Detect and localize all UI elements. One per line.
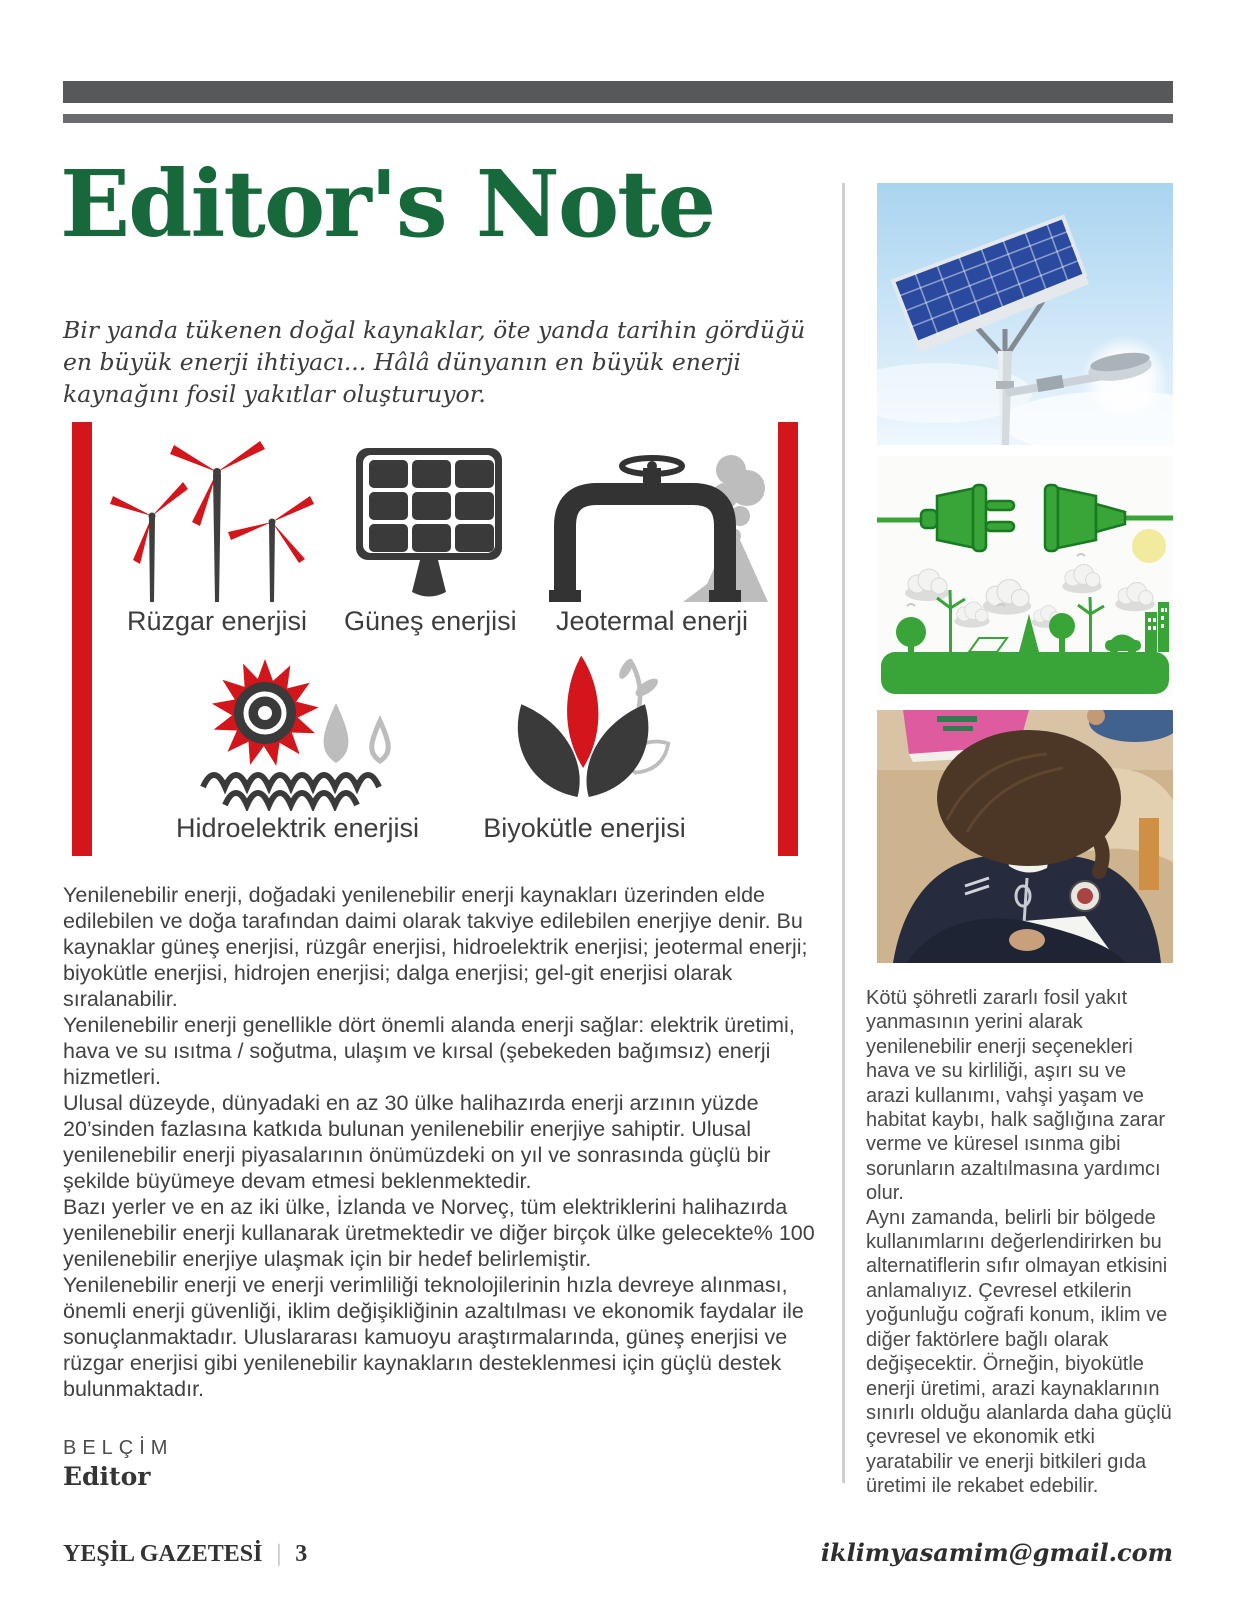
body-paragraph: Yenilenebilir enerji ve enerji verimliliği teknolojilerinin hızla devreye alınması, önemli enerji güvenliği, iklim değişikliğinin azaltılması ve ekonomik faydalar ile sonuçlanmaktadır. Uluslararası kamuoyu araştırmalarında, güneş enerjisi ve rüzgar enerjisi gibi yenilenebilir kaynakların desteklenmesi için güçlü destek bulunmaktadır.: [63, 1273, 804, 1401]
page-number: 3: [295, 1541, 308, 1567]
body-paragraph: Ulusal düzeyde, dünyadaki en az 30 ülke halihazırda enerji arzının yüzde 20’sinden fazlasına katkıda bulunan yenilenebilir enerjiye sahiptir. Ulusal yenilenebilir enerji piyasalarının önümüzdeki on yıl ve sonrasında güçlü bir şekilde büyümeye devam etmesi beklenmektedir.: [63, 1091, 771, 1193]
energy-type-solar: [344, 424, 517, 638]
solar-energy-icon: [344, 424, 514, 604]
body-paragraph: Bazı yerler ve en az iki ülke, İzlanda ve Norveç, tüm elektriklerini halihazırda yenilenebilir enerji kullanarak üretmektedir ve diğer birçok ülke gelecekte% 100 yenilenebilir enerjiye ulaşmak için bir hedef belirlemiştir.: [63, 1195, 815, 1271]
footer-publication: [63, 1541, 307, 1568]
icon-label-hydroelectric: Hidroelektrik enerjisi: [175, 813, 420, 843]
editor-role: Editor: [63, 1462, 151, 1491]
student-writing-photo: [877, 710, 1173, 963]
hydroelectric-energy-icon: [170, 653, 425, 811]
icon-label-wind: Rüzgar enerjisi: [126, 606, 308, 636]
top-rule-thin: [63, 114, 1173, 123]
column-divider: [842, 183, 845, 1483]
energy-type-hydroelectric: [170, 653, 425, 845]
geothermal-energy-icon: [532, 424, 772, 604]
page-title: Editor's Note: [60, 150, 715, 258]
icon-label-geothermal: Jeotermal enerji: [555, 606, 749, 636]
sidebar-paragraph: Kötü şöhretli zararlı fosil yakıt yanmasının yerini alarak yenilenebilir enerji seçenekleri hava ve su kirliliği, aşırı su ve arazi kullanımı, vahşi yaşam ve habitat kaybı, halk sağlığına zarar verme ve küresel ısınma gibi sorunların azaltılmasına yardımcı olur.: [866, 987, 1166, 1205]
sidebar-paragraph: Aynı zamanda, belirli bir bölgede kullanımlarını değerlendirirken bu alternatiflerin sıfır olmayan etkisini anlamalıyız. Çevresel etkilerin yoğunluğu coğrafi konum, iklim ve diğer faktörlere bağlı olarak değişecektir. Örneğin, biyokütle enerji üretimi, arazi kaynaklarının sınırlı olduğu alanlarda daha güçlü çevresel ve ekonomik etki yaratabilir ve enerji bitkileri gıda üretimi ile rekabet edebilir.: [866, 1206, 1172, 1498]
biomass-energy-icon: [462, 650, 707, 811]
energy-type-biomass: [462, 650, 707, 845]
icon-label-solar: Güneş enerjisi: [344, 606, 517, 636]
article-body: [63, 882, 831, 1402]
publication-name: YEŞİL GAZETESİ: [63, 1541, 263, 1567]
page-footer: [63, 1538, 1173, 1568]
energy-type-wind: [98, 424, 336, 638]
wind-energy-icon: [98, 424, 336, 604]
body-paragraph: Yenilenebilir enerji, doğadaki yenilenebilir enerji kaynakları üzerinden elde edilebilen ve doğa tarafından daimi olarak takviye edilebilen enerjiye denir. Bu kaynaklar güneş enerjisi, rüzgâr enerjisi, hidroelektrik enerjisi; jeotermal enerji; biyokütle enerjisi, hidrojen enerjisi; dalga enerjisi; gel-git enerjisi olarak sıralanabilir.: [63, 883, 808, 1011]
footer-separator: |: [276, 1541, 282, 1567]
top-rule-thick: [63, 81, 1173, 103]
solar-street-light-photo: [877, 183, 1173, 445]
energy-type-geothermal: [532, 424, 772, 638]
sidebar-text: [866, 986, 1174, 1499]
icon-label-biomass: Biyokütle enerjisi: [483, 813, 686, 843]
editor-name: BELÇİM: [63, 1437, 174, 1459]
contact-email: iklimyasamim@gmail.com: [820, 1538, 1173, 1567]
red-accent-bar-right: [778, 422, 798, 856]
intro-paragraph: Bir yanda tükenen doğal kaynaklar, öte yanda tarihin gördüğü en büyük enerji ihtiyacı... Hâlâ dünyanın en büyük enerji kaynağını fosil yakıtlar oluşturuyor.: [63, 316, 806, 408]
red-accent-bar-left: [72, 422, 92, 856]
green-energy-plugs-illustration: [877, 456, 1173, 697]
body-paragraph: Yenilenebilir enerji genellikle dört önemli alanda enerji sağlar: elektrik üretimi, hava ve su ısıtma / soğutma, ulaşım ve kırsal (şebekeden bağımsız) enerji hizmetleri.: [63, 1013, 795, 1089]
